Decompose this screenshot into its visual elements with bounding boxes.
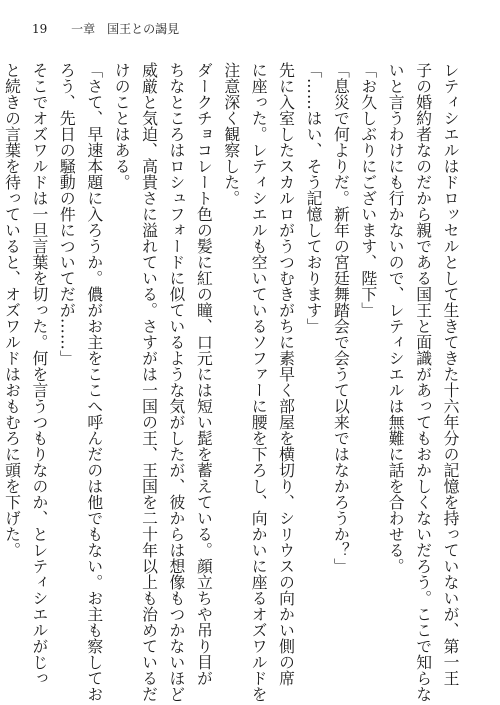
text-line: 「お久しぶりにございます、陛下」 bbox=[358, 62, 378, 318]
running-head bbox=[32, 22, 179, 36]
text-line: ろう、先日の騒動の件についてだが……」 bbox=[57, 62, 77, 366]
text-line: 先に入室したスカルロがうつむきがちに素早く部屋を横切り、シリウスの向かい側の席 bbox=[276, 62, 296, 686]
text-line: レティシエルはドロッセルとして生きてきた十六年分の記憶を持っていないが、第一王 bbox=[441, 62, 460, 686]
text-line: 「息災で何よりだ。新年の宮廷舞踏会で会うて以来ではなかろうか？」 bbox=[331, 62, 351, 574]
text-line: ダークチョコレート色の髪に紅の瞳、口元には短い髭を蓄えている。顔立ちや吊り目が bbox=[194, 62, 214, 686]
text-line: いと言うわけにも行かないので、レティシエルは無難に話を合わせる。 bbox=[386, 62, 406, 574]
text-line: と続きの言葉を待っていると、オズワルドはおもむろに頭を下げた。 bbox=[2, 62, 22, 558]
text-line: 注意深く観察した。 bbox=[221, 62, 241, 206]
text-line: に座った。レティシエルも空いているソファーに腰を下ろし、向かいに座るオズワルドを bbox=[249, 62, 269, 702]
text-line: そこでオズワルドは一旦言葉を切った。何を言うつもりなのか、とレティシエルがじっ bbox=[29, 62, 49, 686]
text-line: ちなところはロシュフォードに似ているような気がしたが、彼からは想像もつかないほど bbox=[166, 62, 186, 702]
text-line: けのことはある。 bbox=[112, 62, 132, 190]
text-line: 「さて、早速本題に入ろうか。儂がお主をここへ呼んだのは他でもない。お主も察してお bbox=[84, 62, 104, 702]
text-line: 「……はい、そう記憶しております」 bbox=[303, 62, 323, 334]
text-line: 子の婚約者なのだから親である国王と面識があってもおかしくないだろう。ここで知らな bbox=[413, 62, 433, 702]
chapter-title: 一章 国王との謁見 bbox=[71, 22, 180, 36]
page-number: 19 bbox=[32, 22, 48, 36]
text-line: 威厳と気迫、高貴さに溢れている。さすがは一国の王、王国を二十年以上も治めているだ bbox=[139, 62, 159, 702]
vertical-body-text bbox=[2, 62, 464, 702]
